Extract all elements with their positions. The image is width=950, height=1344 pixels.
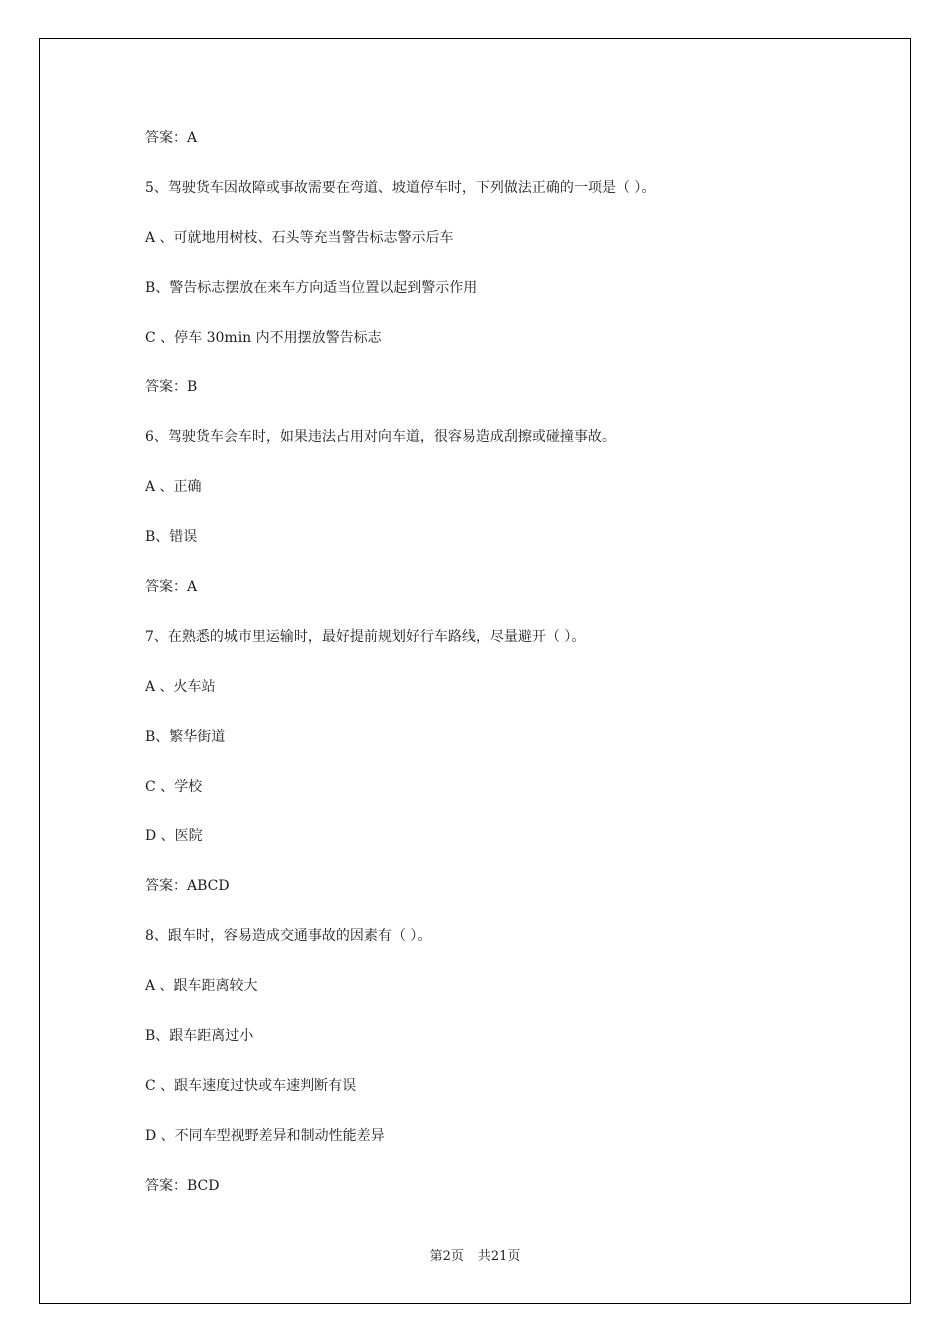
- option-line: B、警告标志摆放在来车方向适当位置以起到警示作用: [145, 279, 478, 296]
- option-line: B、错误: [145, 529, 198, 546]
- option-line: C 、学校: [145, 778, 203, 795]
- answer-line: 答案：BCD: [145, 1177, 220, 1194]
- page-number: 第2页: [429, 1249, 464, 1264]
- page-footer: [0, 1248, 950, 1266]
- option-line: C 、停车 30min 内不用摆放警告标志: [145, 329, 382, 346]
- question-6: 6、驾驶货车会车时，如果违法占用对向车道，很容易造成刮擦或碰撞事故。: [145, 429, 616, 446]
- answer-line: 答案：A: [145, 579, 198, 596]
- option-line: D 、不同车型视野差异和制动性能差异: [145, 1127, 385, 1144]
- option-line: B、繁华街道: [145, 728, 226, 745]
- question-5: 5、驾驶货车因故障或事故需要在弯道、坡道停车时，下列做法正确的一项是（ ）。: [145, 179, 656, 196]
- option-line: A 、可就地用树枝、石头等充当警告标志警示后车: [145, 229, 454, 246]
- document-body: [145, 128, 865, 1226]
- option-line: D 、医院: [145, 828, 203, 845]
- option-line: B、跟车距离过小: [145, 1028, 254, 1045]
- page-total: 共21页: [477, 1249, 521, 1264]
- answer-line: 答案：ABCD: [145, 878, 230, 895]
- option-line: C 、跟车速度过快或车速判断有误: [145, 1077, 357, 1094]
- question-7: 7、在熟悉的城市里运输时，最好提前规划好行车路线，尽量避开（ ）。: [145, 628, 586, 645]
- option-line: A 、火车站: [145, 678, 216, 695]
- option-line: A 、正确: [145, 479, 202, 496]
- answer-line: 答案：A: [145, 130, 198, 146]
- option-line: A 、跟车距离较大: [145, 978, 258, 995]
- answer-line: 答案：B: [145, 379, 198, 396]
- question-8: 8、跟车时，容易造成交通事故的因素有（ ）。: [145, 928, 432, 945]
